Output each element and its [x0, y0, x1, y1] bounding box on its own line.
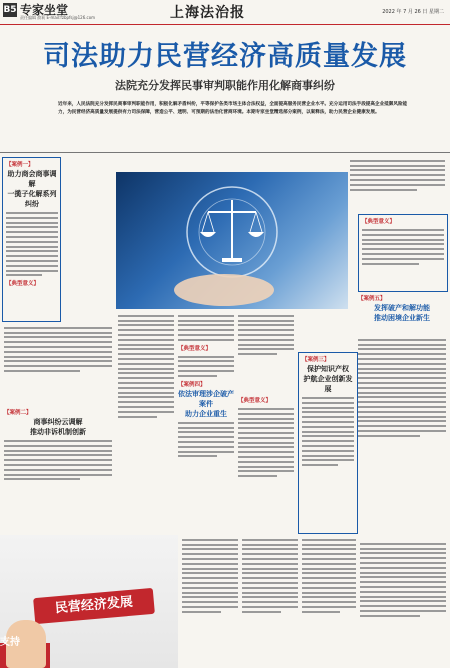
case-3-box — [298, 352, 358, 534]
banner-text: 民营经济发展 — [33, 588, 155, 624]
bottom-col-1 — [182, 536, 238, 666]
case-4-title-line1: 依法审理涉企破产案件 — [178, 389, 234, 408]
masthead: 上海法治报 — [170, 5, 245, 21]
case-1-tag: 【案例一】 — [6, 162, 34, 168]
case-2-column — [4, 408, 112, 533]
case-2-comment-tag: 【典型意义】 — [178, 345, 212, 352]
case-3-title-line2: 护航企业创新发展 — [303, 375, 353, 394]
bottom-col-4 — [360, 540, 446, 666]
case-3-title-line1: 保护知识产权 — [307, 365, 349, 374]
case-1-comment — [4, 324, 112, 404]
case-5-body — [358, 336, 446, 536]
case-1-title-line2: 一揽子化解系列纠纷 — [7, 190, 57, 209]
bottom-col-2 — [242, 536, 298, 666]
editor-info: 责任编辑 俞莉 E-mail:fzbpfsj@126.com — [20, 15, 96, 20]
main-headline: 司法助力民营经济高质量发展 — [43, 41, 407, 72]
page-header — [0, 0, 450, 25]
justice-scales-photo — [116, 172, 348, 309]
private-economy-illustration — [0, 535, 178, 668]
case-5-prelude — [350, 157, 445, 217]
sleeve-text: 支持 — [0, 637, 20, 648]
issue-date: 2022 年 7 月 26 日 星期二 — [382, 9, 444, 15]
divider — [0, 152, 450, 153]
case-5-comment-tag: 【典型意义】 — [362, 219, 396, 225]
case-5-tag: 【案例五】 — [358, 296, 386, 302]
case-4-title-line2: 助力企业重生 — [185, 409, 227, 418]
case-1-body-cont — [118, 312, 174, 532]
case-2-tag: 【案例二】 — [4, 410, 32, 416]
case-5-title-line1: 发挥破产和解功能 — [374, 304, 430, 313]
section-title: 专家坐堂 — [20, 3, 69, 17]
case-5-title-line2: 推动困境企业新生 — [374, 314, 430, 323]
case-1-title-line1: 助力商会商事调解 — [7, 170, 57, 189]
sub-headline: 法院充分发挥民事审判职能作用化解商事纠纷 — [115, 79, 335, 92]
case-4-tag: 【案例四】 — [178, 381, 206, 388]
case-4-comment-tag: 【典型意义】 — [238, 398, 272, 404]
case-5-comment-box — [358, 214, 448, 292]
case-3-tag: 【案例三】 — [302, 357, 330, 363]
case-2-title-line1: 商事纠纷云调解 — [33, 418, 83, 427]
case-2-title-line2: 推动非诉机制创新 — [30, 428, 86, 437]
case-1-comment-tag: 【典型意义】 — [6, 281, 40, 288]
scales-icon — [116, 172, 348, 309]
case-2-body — [178, 312, 234, 532]
case-4-body — [238, 312, 294, 392]
page-number: B5 — [3, 5, 17, 15]
bottom-col-3 — [302, 536, 356, 666]
lead-paragraph: 近年来，人民法院充分发挥民商事审判职能作用，积极化解矛盾纠纷，平等保护各类市场主体合法权益，全面提高服务民营企业水平。充分运用司法手段提高企业抵御风险能力，为民营经济高质量发展提供有力司法保障，营造公平、透明、可预期的法治化营商环境。本期专家坐堂精选部分案例，以案释法，助力民营企业健康发展。 — [58, 102, 408, 115]
case-1-box — [2, 157, 61, 322]
case-1-body — [6, 212, 58, 276]
case-4-comment — [238, 396, 294, 532]
